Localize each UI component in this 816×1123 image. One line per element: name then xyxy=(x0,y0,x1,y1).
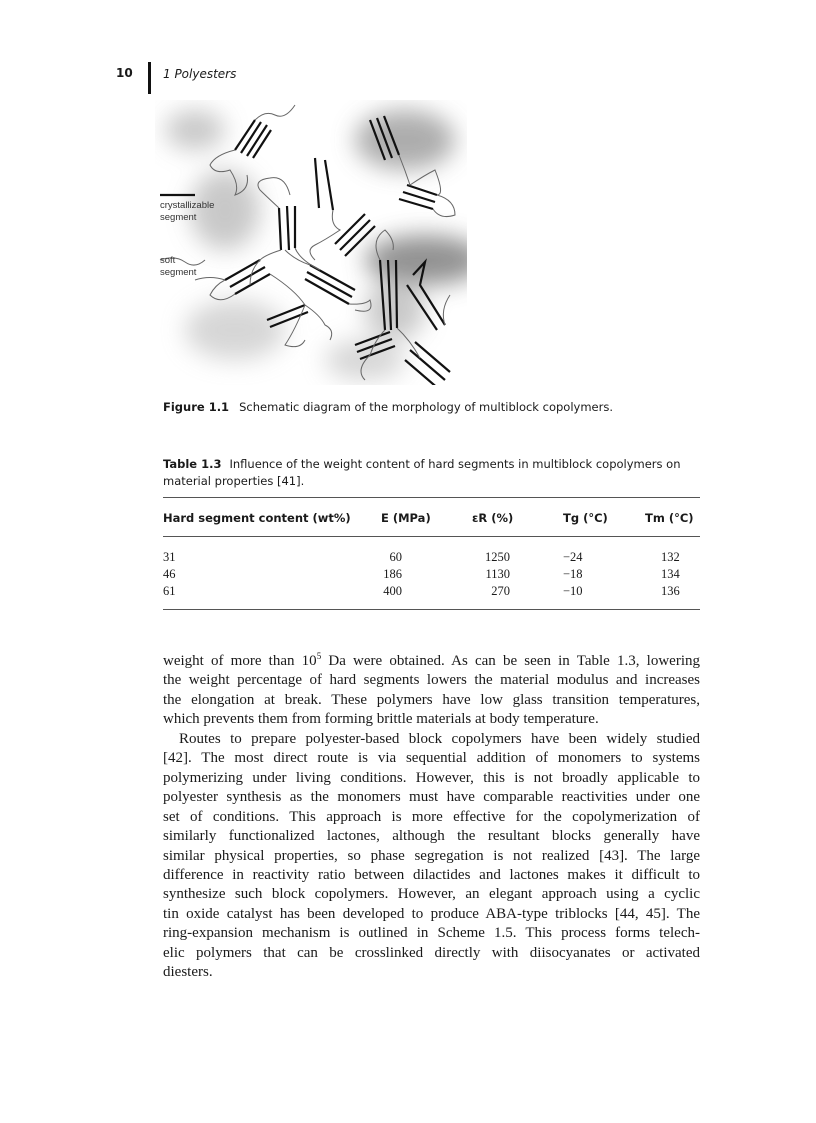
text-line: similarly functionalized lactones, although the resultant blocks generally have xyxy=(163,828,700,845)
text-line: Da were obtained. As can be seen in Table 1.3, lowering xyxy=(321,653,700,669)
table-label: Table 1.3 xyxy=(163,457,222,471)
legend-soft-label-2: segment xyxy=(160,267,197,278)
table-top-rule xyxy=(163,497,700,498)
cell-content: 61 xyxy=(163,584,176,598)
table-header-elongation: εR (%) xyxy=(472,511,514,525)
legend-hard-label: crystallizable xyxy=(160,200,215,211)
cell-tg: −18 xyxy=(563,567,583,581)
text-line: diesters. xyxy=(163,964,213,981)
table-header-hard-segment: Hard segment content (wt%) xyxy=(163,511,351,525)
cell-elongation: 1250 xyxy=(485,550,510,564)
cell-tg: −10 xyxy=(563,584,583,598)
legend-hard-label-2: segment xyxy=(160,212,197,223)
table-header-tg: Tg (°C) xyxy=(563,511,608,525)
figure-caption-text: Schematic diagram of the morphology of multiblock copolymers. xyxy=(239,400,613,414)
text-line: polymerizing under living conditions. However, this is not broadly applicable to xyxy=(163,769,700,786)
text-line: the weight percentage of hard segments lowers the material modulus and increases xyxy=(163,672,700,689)
cell-tg: −24 xyxy=(563,550,583,564)
superscript: 5 xyxy=(316,651,322,661)
text-line: Routes to prepare polyester-based block copolymers have been widely studied xyxy=(179,730,700,747)
figure-label: Figure 1.1 xyxy=(163,400,230,414)
cell-modulus: 60 xyxy=(389,550,402,564)
table-header-tm: Tm (°C) xyxy=(645,511,694,525)
text-line: set of conditions. This approach is more effective for the copolymerization of xyxy=(163,808,700,825)
cell-tm: 134 xyxy=(661,567,680,581)
text-line: the elongation at break. These polymers have low glass transition temperatures, xyxy=(163,691,700,708)
table-caption-text: Influence of the weight content of hard segments in multiblock copolymers on material properties [41]. xyxy=(163,457,681,488)
cell-tm: 132 xyxy=(661,550,680,564)
table-header-rule xyxy=(163,536,700,537)
text-line: weight of more than 10 xyxy=(163,653,317,669)
running-header: 1 Polyesters xyxy=(163,67,237,81)
morphology-illustration xyxy=(155,100,467,385)
page-number: 10 xyxy=(116,66,133,80)
paragraph-1 xyxy=(163,652,700,730)
cell-elongation: 270 xyxy=(491,584,510,598)
cell-content: 46 xyxy=(163,567,176,581)
text-line: tin oxide catalyst has been developed to produce ABA-type triblocks [44, 45]. The xyxy=(163,905,700,922)
text-line: synthesize such block copolymers. However, an elegant approach using a cyclic xyxy=(163,886,700,903)
text-line: polyester synthesis as the monomers must have comparable reactivities under one xyxy=(163,789,700,806)
cell-modulus: 186 xyxy=(383,567,402,581)
legend-soft-label: soft xyxy=(160,255,176,266)
cell-elongation: 1130 xyxy=(485,567,510,581)
text-line: similar physical properties, so phase segregation is not realized [43]. The large xyxy=(163,847,700,864)
table-header-modulus: E (MPa) xyxy=(381,511,431,525)
text-line: difference in reactivity ratio between dilactides and lactones makes it difficult to xyxy=(163,866,700,883)
cell-modulus: 400 xyxy=(383,584,402,598)
text-line: elic polymers that can be crosslinked directly with diisocyanates or activated xyxy=(163,944,700,961)
paragraph-2 xyxy=(163,730,700,983)
text-line: which prevents them from forming brittle materials at body temperature. xyxy=(163,711,599,728)
table-bottom-rule xyxy=(163,609,700,610)
figure-morphology-diagram xyxy=(155,100,467,385)
cell-tm: 136 xyxy=(661,584,680,598)
table-caption xyxy=(163,456,703,490)
body-text xyxy=(163,652,700,983)
cell-content: 31 xyxy=(163,550,176,564)
text-line: ring-expansion mechanism is outlined in Scheme 1.5. This process forms telech- xyxy=(163,925,700,942)
header-divider xyxy=(148,62,151,94)
figure-caption xyxy=(163,400,613,414)
text-line: [42]. The most direct route is via sequential addition of monomers to systems xyxy=(163,750,700,767)
